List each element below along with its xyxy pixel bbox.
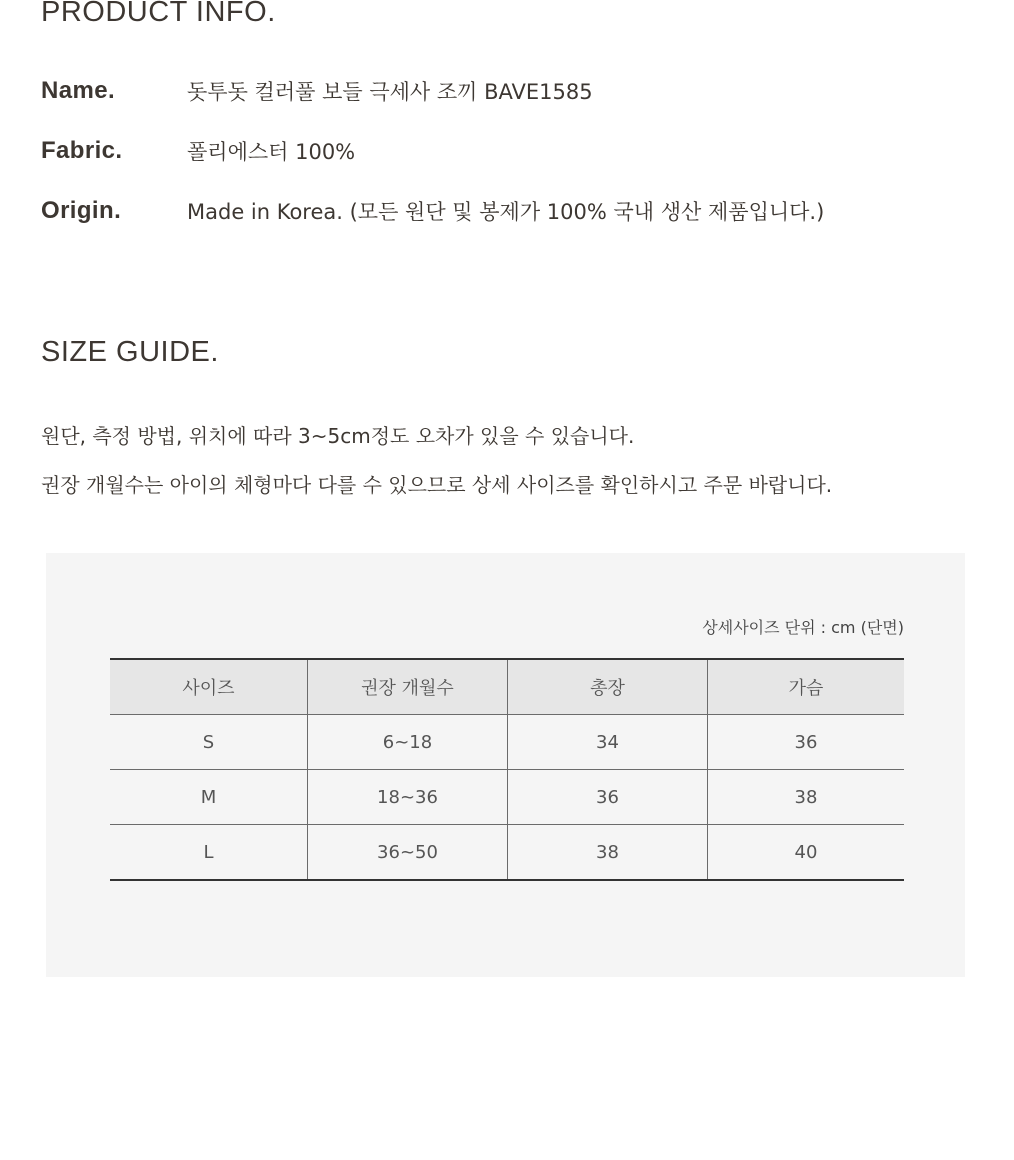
cell-size: L [110,825,308,881]
info-label-fabric: Fabric. [41,137,123,164]
cell-length: 36 [508,770,708,825]
cell-chest: 40 [708,825,905,881]
cell-length: 34 [508,715,708,770]
cell-chest: 38 [708,770,905,825]
table-row [110,715,904,770]
cell-months: 6~18 [308,715,508,770]
info-row-fabric [41,134,355,168]
info-value-name: 돗투돗 컬러풀 보들 극세사 조끼 BAVE1585 [187,80,593,104]
cell-size: S [110,715,308,770]
size-note-tolerance: 원단, 측정 방법, 위치에 따라 3~5cm정도 오차가 있을 수 있습니다. [41,424,635,448]
info-value-fabric: 폴리에스터 100% [187,140,356,164]
unit-note: 상세사이즈 단위 : cm (단면) [702,618,904,637]
table-row [110,770,904,825]
product-info-title: PRODUCT INFO. [41,0,276,28]
info-row-origin [41,194,824,228]
size-table [110,658,904,881]
info-row-name [41,74,593,108]
info-label-origin: Origin. [41,197,122,224]
cell-months: 36~50 [308,825,508,881]
table-row [110,825,904,881]
header-chest: 가슴 [708,659,905,715]
header-total-length: 총장 [508,659,708,715]
cell-chest: 36 [708,715,905,770]
cell-months: 18~36 [308,770,508,825]
cell-size: M [110,770,308,825]
info-label-name: Name. [41,77,116,104]
header-size: 사이즈 [110,659,308,715]
info-value-origin: Made in Korea. (모든 원단 및 봉제가 100% 국내 생산 제품입니다.) [187,200,825,224]
header-recommended-months: 권장 개월수 [308,659,508,715]
cell-length: 38 [508,825,708,881]
size-note-recommendation: 권장 개월수는 아이의 체형마다 다를 수 있으므로 상세 사이즈를 확인하시고 주문 바랍니다. [41,473,833,497]
size-table-header-row [110,659,904,715]
size-guide-title: SIZE GUIDE. [41,336,219,368]
size-table-panel [46,553,965,977]
